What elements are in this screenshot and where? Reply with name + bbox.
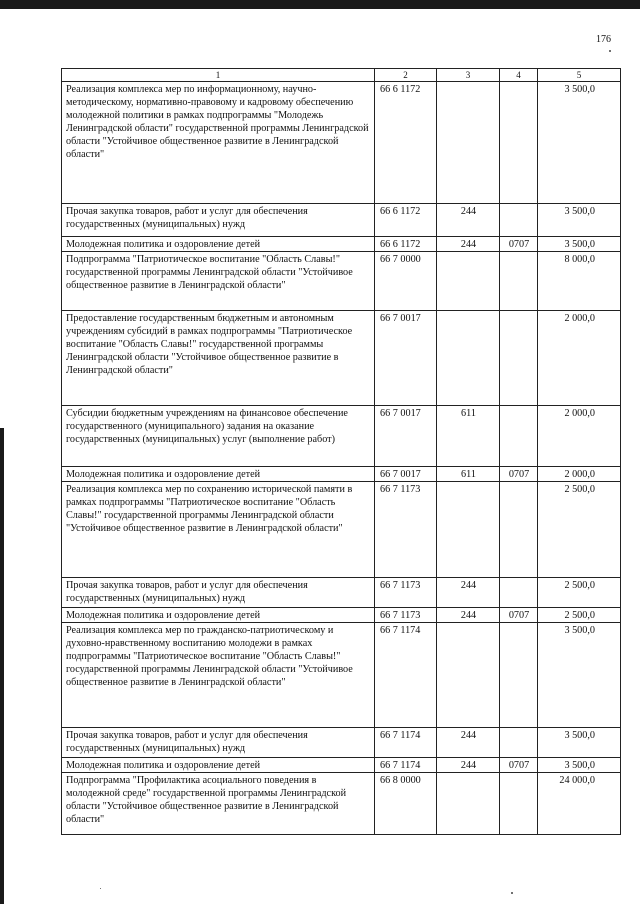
row-amount: 2 500,0 — [538, 482, 621, 578]
header-col-4: 4 — [500, 69, 538, 82]
table-row — [62, 311, 621, 406]
row-amount: 2 500,0 — [538, 608, 621, 623]
row-description: Молодежная политика и оздоровление детей — [62, 467, 375, 482]
row-expense-type: 244 — [437, 578, 500, 608]
row-expense-type — [437, 311, 500, 406]
page-number: 176 — [596, 34, 611, 45]
table-row — [62, 252, 621, 311]
row-description: Реализация комплекса мер по сохранению исторической памяти в рамках подпрограммы "Патриотическое воспитание "Область Славы!" государственной программы Ленинградской области "Устойчивое общественное развитие в Ленинградской области" — [62, 482, 375, 578]
row-amount: 3 500,0 — [538, 237, 621, 252]
table-row — [62, 82, 621, 204]
row-expense-type: 611 — [437, 406, 500, 467]
table-row — [62, 578, 621, 608]
row-expense-type: 611 — [437, 467, 500, 482]
row-section — [500, 311, 538, 406]
header-col-3: 3 — [437, 69, 500, 82]
row-description: Подпрограмма "Профилактика асоциального поведения в молодежной среде" государственной программы Ленинградской области "Устойчивое общественное развитие в Ленинградской области" — [62, 773, 375, 835]
header-col-2: 2 — [375, 69, 437, 82]
row-section: 0707 — [500, 237, 538, 252]
row-section — [500, 406, 538, 467]
row-description: Прочая закупка товаров, работ и услуг для обеспечения государственных (муниципальных) нужд — [62, 204, 375, 237]
row-amount: 3 500,0 — [538, 758, 621, 773]
row-description: Субсидии бюджетным учреждениям на финансовое обеспечение государственного (муниципального) задания на оказание государственных (муниципальных) услуг (выполнение работ) — [62, 406, 375, 467]
row-section — [500, 252, 538, 311]
row-target-code: 66 7 0000 — [375, 252, 437, 311]
row-description: Реализация комплекса мер по гражданско-патриотическому и духовно-нравственному воспитанию молодежи в рамках подпрограммы "Патриотическое воспитание "Область Славы!" государственной программы Ленинградской области "Устойчивое общественное развитие в Ленинградской области" — [62, 623, 375, 728]
table-row — [62, 204, 621, 237]
row-amount: 2 000,0 — [538, 467, 621, 482]
row-target-code: 66 7 1174 — [375, 728, 437, 758]
row-target-code: 66 6 1172 — [375, 237, 437, 252]
row-section — [500, 773, 538, 835]
row-section — [500, 578, 538, 608]
table-row — [62, 237, 621, 252]
row-target-code: 66 7 0017 — [375, 406, 437, 467]
row-expense-type — [437, 252, 500, 311]
row-description: Подпрограмма "Патриотическое воспитание "Область Славы!" государственной программы Ленинградской области "Устойчивое общественное развитие в Ленинградской области" — [62, 252, 375, 311]
row-expense-type: 244 — [437, 237, 500, 252]
table-row — [62, 482, 621, 578]
row-section — [500, 728, 538, 758]
row-expense-type: 244 — [437, 204, 500, 237]
row-amount: 2 000,0 — [538, 406, 621, 467]
row-amount: 2 000,0 — [538, 311, 621, 406]
row-target-code: 66 7 1173 — [375, 608, 437, 623]
row-description: Молодежная политика и оздоровление детей — [62, 608, 375, 623]
row-amount: 3 500,0 — [538, 204, 621, 237]
scan-speck — [511, 892, 513, 894]
scan-left-margin-bar — [0, 428, 4, 904]
row-description: Прочая закупка товаров, работ и услуг для обеспечения государственных (муниципальных) нужд — [62, 578, 375, 608]
table-header-row — [62, 69, 621, 82]
row-section: 0707 — [500, 608, 538, 623]
row-section — [500, 482, 538, 578]
row-target-code: 66 6 1172 — [375, 204, 437, 237]
table-row — [62, 467, 621, 482]
row-expense-type — [437, 623, 500, 728]
row-amount: 3 500,0 — [538, 728, 621, 758]
table-row — [62, 623, 621, 728]
row-expense-type: 244 — [437, 758, 500, 773]
row-section: 0707 — [500, 467, 538, 482]
row-description: Прочая закупка товаров, работ и услуг для обеспечения государственных (муниципальных) нужд — [62, 728, 375, 758]
row-amount: 2 500,0 — [538, 578, 621, 608]
row-section: 0707 — [500, 758, 538, 773]
row-expense-type: 244 — [437, 608, 500, 623]
row-amount: 8 000,0 — [538, 252, 621, 311]
row-section — [500, 82, 538, 204]
table-row — [62, 773, 621, 835]
row-expense-type: 244 — [437, 728, 500, 758]
row-expense-type — [437, 482, 500, 578]
row-target-code: 66 7 1174 — [375, 623, 437, 728]
header-col-1: 1 — [62, 69, 375, 82]
row-section — [500, 204, 538, 237]
row-amount: 24 000,0 — [538, 773, 621, 835]
row-target-code: 66 7 0017 — [375, 311, 437, 406]
row-expense-type — [437, 82, 500, 204]
table-row — [62, 608, 621, 623]
row-description: Молодежная политика и оздоровление детей — [62, 758, 375, 773]
row-target-code: 66 7 1173 — [375, 482, 437, 578]
scan-speck — [100, 888, 101, 889]
row-target-code: 66 8 0000 — [375, 773, 437, 835]
row-amount: 3 500,0 — [538, 82, 621, 204]
row-section — [500, 623, 538, 728]
row-target-code: 66 6 1172 — [375, 82, 437, 204]
row-expense-type — [437, 773, 500, 835]
budget-table — [61, 68, 621, 835]
row-description: Предоставление государственным бюджетным и автономным учреждениям субсидий в рамках подпрограммы "Патриотическое воспитание "Область Славы!" государственной программы Ленинградской области "Устойчивое общественное развитие в Ленинградской области" — [62, 311, 375, 406]
header-col-5: 5 — [538, 69, 621, 82]
table-row — [62, 406, 621, 467]
row-description: Реализация комплекса мер по информационному, научно-методическому, нормативно-правовому и кадровому обеспечению молодежной политики в рамках подпрограммы "Молодежь Ленинградской области" государственной программы Ленинградской области "Устойчивое общественное развитие в Ленинградской области" — [62, 82, 375, 204]
row-target-code: 66 7 1174 — [375, 758, 437, 773]
table-row — [62, 728, 621, 758]
row-description: Молодежная политика и оздоровление детей — [62, 237, 375, 252]
row-target-code: 66 7 1173 — [375, 578, 437, 608]
scan-top-border — [0, 0, 640, 9]
row-amount: 3 500,0 — [538, 623, 621, 728]
scan-speck — [609, 50, 611, 52]
table-row — [62, 758, 621, 773]
row-target-code: 66 7 0017 — [375, 467, 437, 482]
